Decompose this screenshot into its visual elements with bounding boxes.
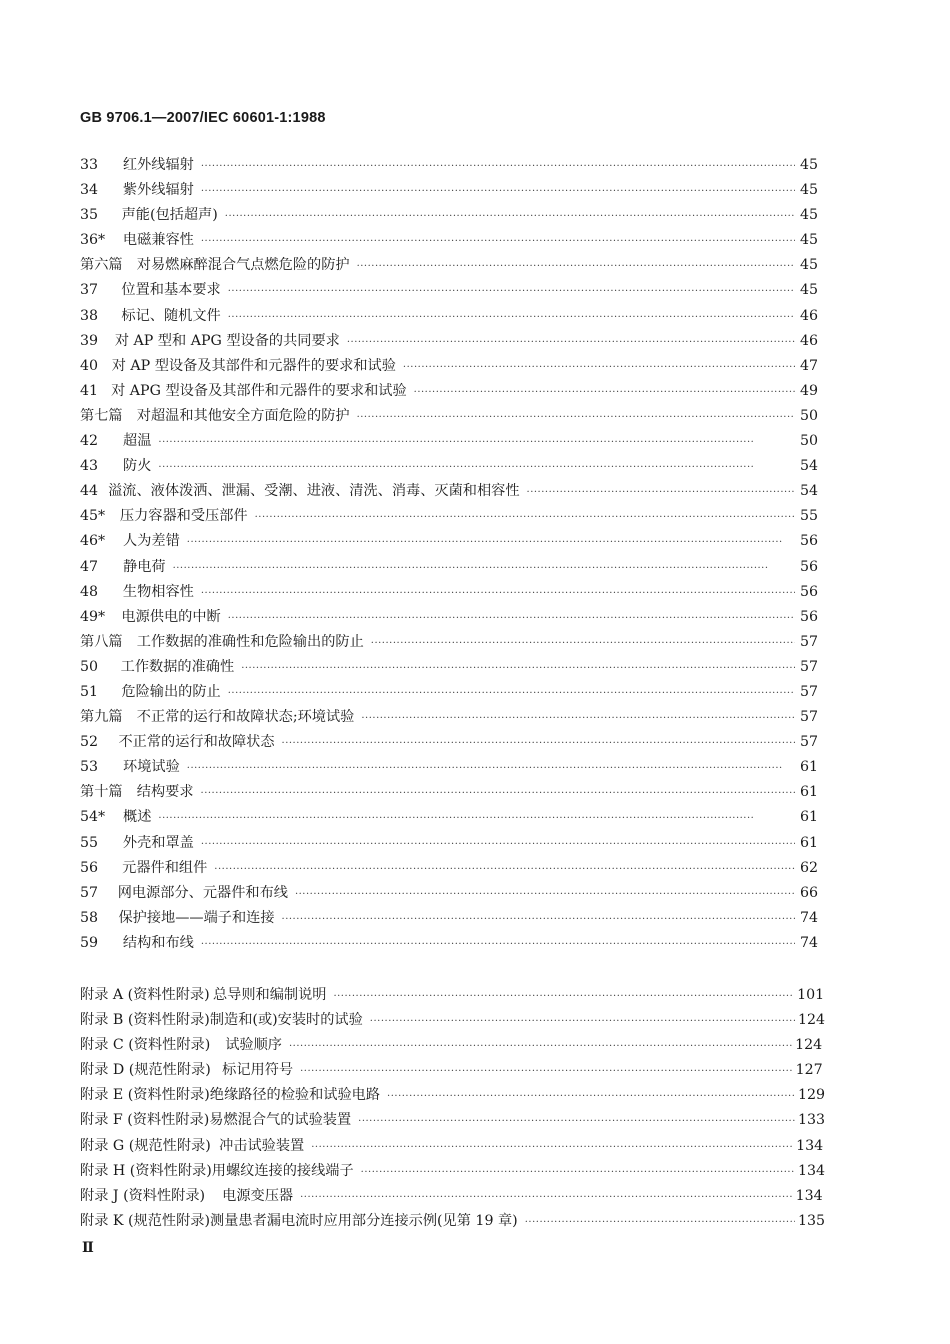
- annex-entry: [80, 1008, 826, 1033]
- toc-entry: [80, 881, 818, 906]
- toc-entry-title: 人为差错: [123, 533, 180, 550]
- toc-entry-number: 55: [80, 834, 99, 851]
- toc-page-number: 45: [799, 207, 818, 224]
- toc-page-number: 46: [799, 307, 818, 324]
- toc-entry-title: 外壳和罩盖: [122, 834, 194, 851]
- toc-entry-title: 声能(包括超声): [121, 207, 218, 224]
- toc-entry: [80, 178, 818, 203]
- toc-dot-leader: [358, 1109, 795, 1134]
- toc-entry-title: 防火: [123, 458, 152, 475]
- toc-entry-title: 红外线辐射: [122, 157, 194, 173]
- toc-dot-leader: [158, 806, 795, 831]
- annex-page-number: 135: [798, 1212, 826, 1229]
- toc-page-number: 47: [799, 357, 818, 374]
- toc-page-number: 61: [799, 834, 818, 851]
- toc-entry: [80, 580, 818, 605]
- toc-section-title: 第十篇 结构要求: [80, 784, 194, 801]
- toc-dot-leader: [241, 656, 795, 681]
- toc-entry-number: 59: [80, 934, 99, 951]
- toc-entry: [80, 404, 818, 429]
- toc-entry: [80, 354, 818, 379]
- toc-dot-leader: [225, 204, 795, 229]
- toc-entry-number: 46*: [80, 533, 106, 550]
- toc-entry-title: 工作数据的准确性: [120, 658, 235, 675]
- toc-entry: [80, 379, 818, 404]
- toc-dot-leader: [201, 179, 795, 204]
- toc-dot-leader: [300, 1059, 793, 1084]
- toc-entry-title: 生物相容性: [122, 583, 194, 600]
- toc-entry-number: 42: [80, 433, 99, 450]
- toc-dot-leader: [361, 706, 795, 731]
- toc-dot-leader: [255, 505, 795, 530]
- toc-dot-leader: [228, 305, 795, 330]
- toc-entry-number: 48: [80, 583, 99, 600]
- standard-header: GB 9706.1—2007/IEC 60601-1:1988: [80, 110, 326, 126]
- toc-dot-leader: [201, 581, 795, 606]
- toc-entry: [80, 705, 818, 730]
- toc-entry-number: 36*: [80, 232, 106, 249]
- toc-entry: [80, 831, 818, 856]
- annex-label: 附录 H (资料性附录): [80, 1162, 212, 1179]
- toc-entry-title: 环境试验: [123, 759, 180, 776]
- toc-page-number: 74: [799, 934, 818, 951]
- annex-page-number: 124: [795, 1037, 823, 1054]
- toc-entry-number: 41: [80, 382, 99, 399]
- annex-entry: [80, 983, 825, 1008]
- toc-dot-leader: [371, 631, 795, 656]
- toc-section-title: 第九篇 不正常的运行和故障状态;环境试验: [80, 709, 355, 726]
- toc-entry-number: 34: [80, 182, 99, 199]
- toc-entry-number: 40: [80, 357, 99, 374]
- toc-entry-title: 紫外线辐射: [122, 182, 194, 199]
- annex-title: 测量患者漏电流时应用部分连接示例(见第 19 章): [210, 1212, 518, 1229]
- annex-title: 电源变压器: [222, 1187, 294, 1204]
- annex-page-number: 124: [798, 1012, 826, 1029]
- annex-entry: [80, 1108, 826, 1133]
- toc-page-number: 45: [799, 232, 818, 249]
- toc-entry-title: 不正常的运行和故障状态: [118, 734, 275, 751]
- toc-dot-leader: [201, 154, 795, 179]
- toc-dot-leader: [525, 1210, 795, 1235]
- toc-dot-leader: [347, 330, 795, 355]
- toc-annexes: [80, 983, 826, 1234]
- toc-entry-title: 对 AP 型设备及其部件和元器件的要求和试验: [111, 357, 396, 374]
- toc-entry-title: 电磁兼容性: [122, 232, 194, 249]
- toc-page-number: 45: [799, 282, 818, 299]
- toc-entry-number: 53: [80, 759, 99, 776]
- toc-dot-leader: [282, 907, 795, 932]
- toc-entry-number: 47: [80, 558, 99, 575]
- toc-dot-leader: [527, 480, 795, 505]
- toc-page-number: 45: [799, 182, 818, 199]
- annex-entry: [80, 1058, 823, 1083]
- toc-page-number: 49: [799, 382, 818, 399]
- toc-entry-title: 概述: [123, 809, 152, 826]
- toc-entry: [80, 479, 818, 504]
- toc-entry-number: 54*: [80, 809, 106, 826]
- toc-entry-number: 49*: [80, 608, 106, 625]
- toc-dot-leader: [187, 756, 795, 781]
- toc-page-number: 61: [799, 809, 818, 826]
- toc-entry-title: 压力容器和受压部件: [119, 508, 248, 525]
- toc-page-number: 57: [799, 658, 818, 675]
- annex-page-number: 134: [796, 1137, 824, 1154]
- annex-page-number: 101: [797, 987, 825, 1003]
- toc-entry-title: 对 AP 型和 APG 型设备的共同要求: [114, 332, 340, 349]
- toc-entry: [80, 856, 818, 881]
- annex-title: 总导则和编制说明: [212, 987, 327, 1003]
- toc-entry-title: 元器件和组件: [122, 859, 208, 876]
- toc-entry: [80, 655, 818, 680]
- toc-page-number: 57: [799, 709, 818, 726]
- toc-section-title: 第八篇 工作数据的准确性和危险输出的防止: [80, 633, 364, 650]
- annex-page-number: 127: [795, 1062, 823, 1079]
- annex-label: 附录 K (规范性附录): [80, 1212, 211, 1229]
- toc-page-number: 54: [799, 458, 818, 475]
- annex-page-number: 129: [798, 1087, 826, 1104]
- toc-dot-leader: [228, 681, 795, 706]
- toc-entry: [80, 203, 818, 228]
- annex-entry: [80, 1159, 826, 1184]
- annex-label: 附录 F (资料性附录): [80, 1112, 210, 1129]
- toc-dot-leader: [357, 405, 795, 430]
- toc-entry: [80, 454, 818, 479]
- toc-page-number: 61: [799, 759, 818, 776]
- toc-dot-leader: [158, 455, 795, 480]
- toc-dot-leader: [201, 832, 795, 857]
- toc-page-number: 56: [799, 583, 818, 600]
- toc-entry-number: 37: [80, 282, 99, 299]
- toc-entry-title: 结构和布线: [122, 934, 194, 951]
- toc-dot-leader: [289, 1034, 792, 1059]
- toc-entry: [80, 680, 818, 705]
- annex-entry: [80, 1083, 826, 1108]
- toc-dot-leader: [295, 882, 795, 907]
- toc-page-number: 55: [799, 508, 818, 525]
- table-of-contents: [80, 153, 826, 1234]
- toc-page-number: 66: [799, 884, 818, 901]
- toc-entry: [80, 504, 818, 529]
- toc-dot-leader: [201, 229, 795, 254]
- toc-entry-number: 50: [80, 658, 99, 675]
- toc-entry: [80, 253, 818, 278]
- toc-entry-title: 超温: [123, 433, 152, 450]
- toc-entry: [80, 630, 818, 655]
- annex-entry: [80, 1209, 826, 1234]
- toc-page-number: 45: [799, 257, 818, 274]
- toc-page-number: 62: [799, 859, 818, 876]
- toc-entry-title: 电源供电的中断: [121, 608, 221, 625]
- toc-entry-number: 38: [80, 307, 99, 324]
- toc-entry-number: 43: [80, 458, 99, 475]
- toc-dot-leader: [300, 1185, 793, 1210]
- toc-entry: [80, 730, 818, 755]
- annex-title: 易燃混合气的试验装置: [209, 1112, 352, 1129]
- toc-dot-leader: [282, 731, 795, 756]
- toc-dot-leader: [187, 530, 795, 555]
- annex-entry: [80, 1134, 824, 1159]
- annex-title: 绝缘路径的检验和试验电路: [209, 1087, 381, 1104]
- annex-page-number: 134: [795, 1187, 823, 1204]
- toc-entry: [80, 605, 818, 630]
- page-number-footer: Ⅱ: [82, 1240, 94, 1256]
- annex-label: 附录 D (规范性附录): [80, 1062, 211, 1079]
- toc-entry: [80, 429, 818, 454]
- toc-entry-number: 58: [80, 909, 99, 926]
- toc-entry-number: 44: [80, 483, 99, 500]
- annex-title: 制造和(或)安装时的试验: [209, 1012, 363, 1029]
- toc-dot-leader: [201, 781, 795, 806]
- toc-entry-title: 溢流、液体泼洒、泄漏、受潮、进液、清洗、消毒、灭菌和相容性: [108, 483, 520, 500]
- toc-entry: [80, 153, 818, 178]
- toc-entry-title: 保护接地——端子和连接: [118, 909, 275, 926]
- toc-page-number: 61: [799, 784, 818, 801]
- toc-dot-leader: [173, 556, 795, 581]
- toc-entry: [80, 805, 818, 830]
- toc-entry: [80, 304, 818, 329]
- toc-entry-number: 52: [80, 734, 99, 751]
- toc-entry-number: 45*: [80, 508, 106, 525]
- toc-entry: [80, 906, 818, 931]
- toc-page-number: 45: [799, 157, 818, 173]
- toc-entry-number: 51: [80, 683, 99, 700]
- annex-label: 附录 J (资料性附录): [80, 1187, 206, 1204]
- toc-dot-leader: [361, 1160, 795, 1185]
- toc-dot-leader: [403, 355, 795, 380]
- toc-entry-title: 位置和基本要求: [121, 282, 221, 299]
- toc-dot-leader: [158, 430, 795, 455]
- annex-title: 试验顺序: [225, 1037, 282, 1054]
- toc-section-title: 第七篇 对超温和其他安全方面危险的防护: [80, 407, 350, 424]
- toc-entry-title: 标记、随机文件: [121, 307, 221, 324]
- toc-entry-title: 网电源部分、元器件和布线: [117, 884, 288, 901]
- toc-clauses: [80, 153, 818, 956]
- annex-label: 附录 E (资料性附录): [80, 1087, 210, 1104]
- annex-page-number: 134: [798, 1162, 826, 1179]
- toc-dot-leader: [228, 606, 795, 631]
- toc-entry: [80, 780, 818, 805]
- toc-entry: [80, 555, 818, 580]
- toc-section-title: 第六篇 对易燃麻醉混合气点燃危险的防护: [80, 257, 350, 274]
- toc-dot-leader: [370, 1009, 795, 1034]
- toc-entry-title: 静电荷: [123, 558, 166, 575]
- toc-dot-leader: [201, 932, 795, 957]
- toc-entry-number: 33: [80, 157, 99, 173]
- annex-title: 冲击试验装置: [219, 1137, 305, 1154]
- toc-page-number: 57: [799, 633, 818, 650]
- toc-entry-number: 57: [80, 884, 99, 901]
- toc-page-number: 56: [799, 533, 818, 550]
- toc-entry-title: 危险输出的防止: [121, 683, 221, 700]
- annex-label: 附录 C (资料性附录): [80, 1037, 211, 1054]
- toc-entry: [80, 529, 818, 554]
- toc-page-number: 56: [799, 608, 818, 625]
- toc-dot-leader: [414, 380, 795, 405]
- toc-dot-leader: [228, 279, 795, 304]
- toc-entry-title: 对 APG 型设备及其部件和元器件的要求和试验: [111, 382, 407, 399]
- toc-entry: [80, 329, 818, 354]
- toc-entry-number: 39: [80, 332, 99, 349]
- toc-page-number: 57: [799, 734, 818, 751]
- annex-label: 附录 A (资料性附录): [80, 987, 210, 1003]
- toc-entry-number: 35: [80, 207, 99, 224]
- annex-entry: [80, 1033, 823, 1058]
- annex-page-number: 133: [798, 1112, 826, 1129]
- annex-label: 附录 B (资料性附录): [80, 1012, 210, 1029]
- toc-entry: [80, 931, 818, 956]
- toc-entry-number: 56: [80, 859, 99, 876]
- annex-title: 用螺纹连接的接线端子: [211, 1162, 354, 1179]
- annex-entry: [80, 1184, 823, 1209]
- toc-page-number: 56: [799, 558, 818, 575]
- toc-dot-leader: [333, 984, 794, 1009]
- annex-title: 标记用符号: [222, 1062, 294, 1079]
- toc-dot-leader: [311, 1135, 793, 1160]
- toc-entry: [80, 755, 818, 780]
- toc-gap: [80, 956, 818, 983]
- toc-page-number: 50: [799, 407, 818, 424]
- toc-dot-leader: [214, 857, 795, 882]
- toc-dot-leader: [387, 1084, 795, 1109]
- annex-label: 附录 G (规范性附录): [80, 1137, 211, 1154]
- toc-page-number: 46: [799, 332, 818, 349]
- toc-page-number: 54: [799, 483, 818, 500]
- toc-entry: [80, 228, 818, 253]
- toc-page-number: 57: [799, 683, 818, 700]
- toc-dot-leader: [357, 254, 795, 279]
- toc-page-number: 50: [799, 433, 818, 450]
- toc-entry: [80, 278, 818, 303]
- toc-page-number: 74: [799, 909, 818, 926]
